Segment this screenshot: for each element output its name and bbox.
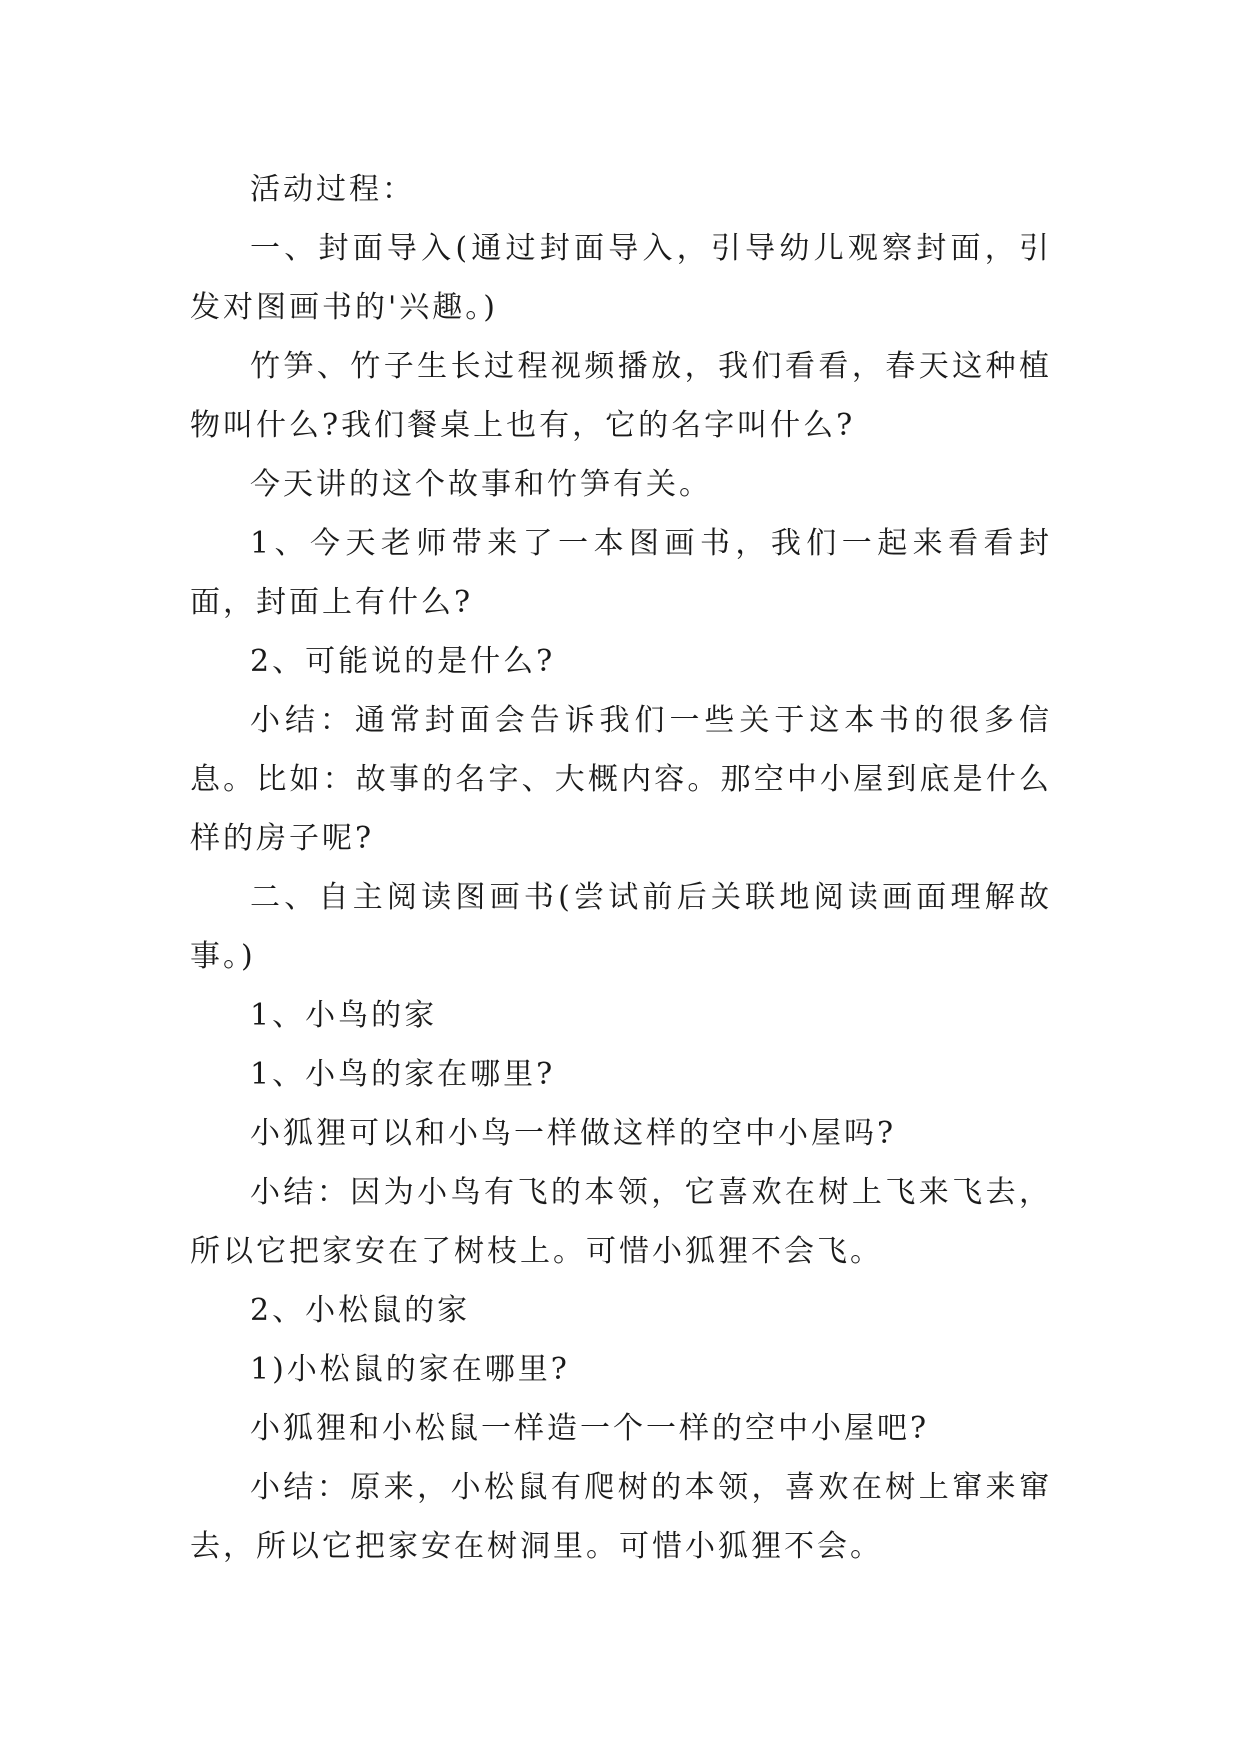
paragraph-summary-squirrel: 小结：原来，小松鼠有爬树的本领，喜欢在树上窜来窜去，所以它把家安在树洞里。可惜小狐狸不会。 [190,1470,1052,1564]
paragraph-summary-cover: 小结：通常封面会告诉我们一些关于这本书的很多信息。比如：故事的名字、大概内容。那空中小屋到底是什么样的房子呢? [190,703,1052,856]
paragraph-activity-process-heading: 活动过程： [250,172,415,207]
paragraph-squirrel-home-heading: 2、小松鼠的家 [250,1293,471,1328]
paragraph-squirrel-home-question: 1)小松鼠的家在哪里? [250,1352,570,1387]
paragraph-bird-home-heading: 1、小鸟的家 [250,998,438,1033]
document-body [190,160,1052,1576]
paragraph-section-one-cover-intro: 一、封面导入(通过封面导入，引导幼儿观察封面，引发对图画书的'兴趣。) [190,231,1052,325]
paragraph-bird-home-question: 1、小鸟的家在哪里? [250,1057,556,1092]
paragraph-story-bamboo: 今天讲的这个故事和竹笋有关。 [250,467,712,502]
paragraph-question-1-cover: 1、今天老师带来了一本图画书，我们一起来看看封面，封面上有什么? [190,526,1052,620]
paragraph-bamboo-video: 竹笋、竹子生长过程视频播放，我们看看，春天这种植物叫什么?我们餐桌上也有，它的名字叫什么? [190,349,1052,443]
paragraph-fox-bird-question: 小狐狸可以和小鸟一样做这样的空中小屋吗? [250,1116,897,1151]
paragraph-section-two-reading: 二、自主阅读图画书(尝试前后关联地阅读画面理解故事。) [190,880,1052,974]
paragraph-summary-bird: 小结：因为小鸟有飞的本领，它喜欢在树上飞来飞去，所以它把家安在了树枝上。可惜小狐狸不会飞。 [190,1175,1052,1269]
paragraph-fox-squirrel-question: 小狐狸和小松鼠一样造一个一样的空中小屋吧? [250,1411,930,1446]
paragraph-question-2: 2、可能说的是什么? [250,644,556,679]
